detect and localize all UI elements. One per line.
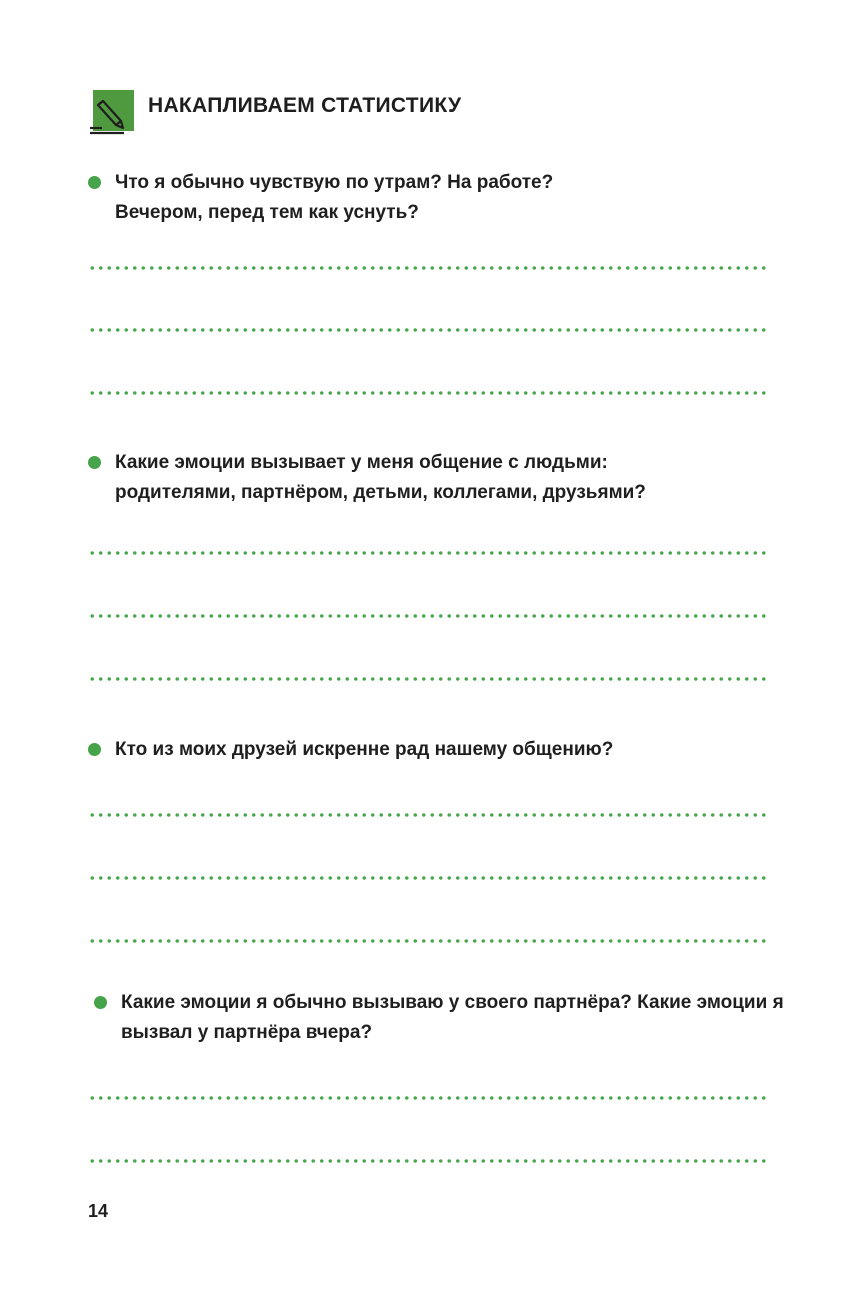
answer-line[interactable]: [88, 939, 766, 943]
answer-line[interactable]: [88, 551, 766, 555]
question-4-line-2: вызвал у партнёра вчера?: [121, 1022, 373, 1043]
section-title: НАКАПЛИВАЕМ СТАТИСТИКУ: [148, 94, 462, 117]
answer-line[interactable]: [88, 266, 766, 270]
question-4-line-1: Какие эмоции я обычно вызываю у своего партнёра? Какие эмоции я: [121, 992, 784, 1013]
question-2-line-1: Какие эмоции вызывает у меня общение с людьми:: [115, 452, 608, 473]
answer-line[interactable]: [88, 391, 766, 395]
bullet-icon: [94, 996, 107, 1009]
answer-line[interactable]: [88, 813, 766, 817]
answer-line[interactable]: [88, 1096, 766, 1100]
bullet-icon: [88, 176, 101, 189]
question-3-line-1: Кто из моих друзей искренне рад нашему общению?: [115, 739, 614, 760]
page-number: 14: [88, 1201, 109, 1221]
answer-line[interactable]: [88, 1159, 766, 1163]
bullet-icon: [88, 456, 101, 469]
answer-line[interactable]: [88, 614, 766, 618]
question-2-line-2: родителями, партнёром, детьми, коллегами, друзьями?: [115, 482, 646, 503]
question-1-line-2: Вечером, перед тем как уснуть?: [115, 202, 419, 223]
answer-line[interactable]: [88, 876, 766, 880]
bullet-icon: [88, 743, 101, 756]
pencil-note-icon: [88, 85, 134, 131]
question-1-line-1: Что я обычно чувствую по утрам? На работе?: [115, 172, 554, 193]
section-header: [88, 82, 688, 138]
answer-line[interactable]: [88, 328, 766, 332]
answer-line[interactable]: [88, 677, 766, 681]
